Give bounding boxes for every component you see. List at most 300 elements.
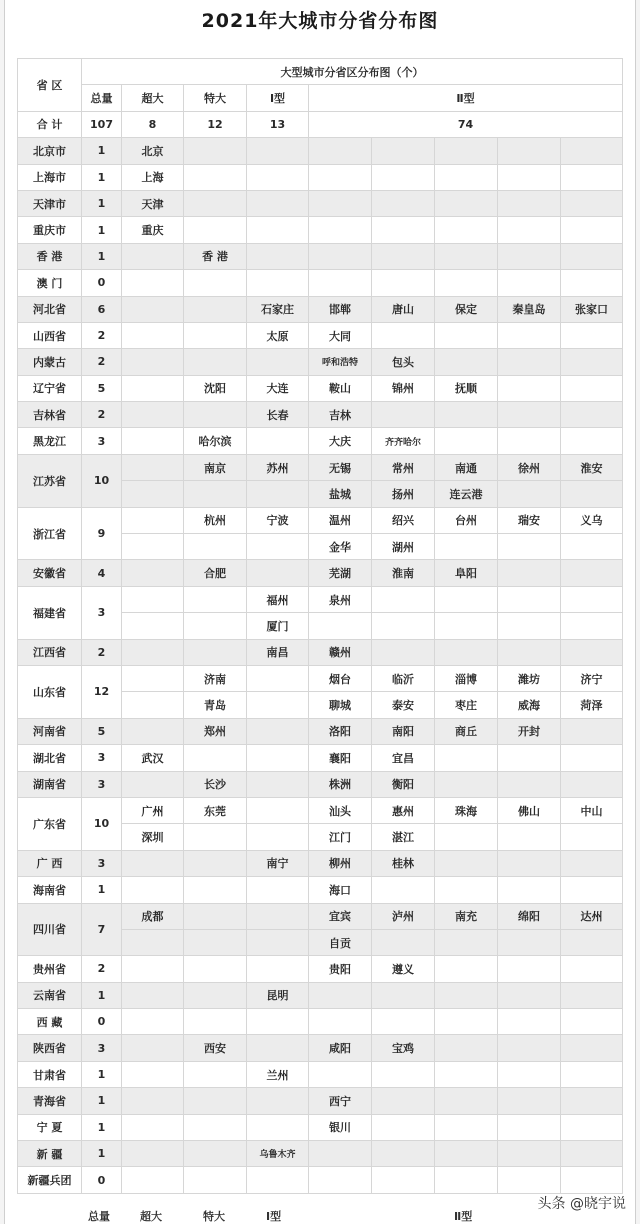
province-name: 安徽省 xyxy=(18,560,82,586)
city-cell xyxy=(184,824,247,850)
city-cell xyxy=(372,613,435,639)
city-cell xyxy=(309,1061,372,1087)
city-cell xyxy=(435,243,498,269)
province-total: 10 xyxy=(82,454,122,507)
province-total: 3 xyxy=(82,1035,122,1061)
city-cell: 宝鸡 xyxy=(372,1035,435,1061)
city-cell xyxy=(184,586,247,612)
city-cell xyxy=(247,929,309,955)
city-cell xyxy=(498,270,561,296)
city-cell xyxy=(372,217,435,243)
city-cell: 长春 xyxy=(247,402,309,428)
city-cell xyxy=(498,164,561,190)
city-cell xyxy=(498,1009,561,1035)
city-cell xyxy=(498,639,561,665)
province-name: 云南省 xyxy=(18,982,82,1008)
city-cell: 常州 xyxy=(372,454,435,480)
table-row xyxy=(18,903,623,929)
city-cell xyxy=(498,982,561,1008)
city-cell: 宁波 xyxy=(247,507,309,533)
city-cell: 重庆 xyxy=(122,217,184,243)
header-province: 省 区 xyxy=(18,59,82,112)
city-cell xyxy=(247,745,309,771)
city-cell xyxy=(561,929,623,955)
province-name: 北京市 xyxy=(18,138,82,164)
city-cell xyxy=(435,613,498,639)
city-cell xyxy=(184,613,247,639)
footer-super: 超大 xyxy=(140,1210,162,1223)
city-cell: 绵阳 xyxy=(498,903,561,929)
city-cell xyxy=(498,1141,561,1167)
table-row xyxy=(18,1088,623,1114)
city-cell xyxy=(372,322,435,348)
city-cell xyxy=(561,481,623,507)
city-cell xyxy=(372,270,435,296)
city-cell: 连云港 xyxy=(435,481,498,507)
city-cell: 无锡 xyxy=(309,454,372,480)
city-cell: 邯郸 xyxy=(309,296,372,322)
city-cell xyxy=(184,956,247,982)
province-name: 新疆兵团 xyxy=(18,1167,82,1193)
city-cell xyxy=(561,190,623,216)
province-name: 内蒙古 xyxy=(18,349,82,375)
city-cell xyxy=(122,586,184,612)
city-cell: 锦州 xyxy=(372,375,435,401)
city-cell xyxy=(498,1088,561,1114)
city-cell: 淮南 xyxy=(372,560,435,586)
city-cell xyxy=(561,877,623,903)
footer-type2: Ⅱ型 xyxy=(454,1210,473,1223)
city-cell: 宜宾 xyxy=(309,903,372,929)
table-row xyxy=(18,375,623,401)
city-cell xyxy=(435,402,498,428)
city-cell xyxy=(498,481,561,507)
city-cell xyxy=(498,1167,561,1193)
city-cell xyxy=(372,138,435,164)
city-cell xyxy=(561,1114,623,1140)
city-cell: 淄博 xyxy=(435,665,498,691)
footer-type1: Ⅰ型 xyxy=(266,1210,282,1223)
province-total: 2 xyxy=(82,639,122,665)
city-cell xyxy=(247,138,309,164)
province-total: 1 xyxy=(82,877,122,903)
city-cell xyxy=(561,164,623,190)
city-cell xyxy=(498,877,561,903)
city-cell xyxy=(498,956,561,982)
city-cell xyxy=(561,1061,623,1087)
summary-super: 8 xyxy=(122,111,184,137)
province-name: 天津市 xyxy=(18,190,82,216)
city-cell xyxy=(122,877,184,903)
city-cell xyxy=(184,138,247,164)
city-cell xyxy=(498,138,561,164)
city-cell xyxy=(498,534,561,560)
header-group: 大型城市分省区分布图（个） xyxy=(82,59,623,85)
province-name: 河北省 xyxy=(18,296,82,322)
city-cell xyxy=(247,877,309,903)
city-cell xyxy=(561,1141,623,1167)
city-cell: 赣州 xyxy=(309,639,372,665)
province-name: 广 西 xyxy=(18,850,82,876)
city-cell xyxy=(498,771,561,797)
city-cell xyxy=(498,217,561,243)
table-row xyxy=(18,1141,623,1167)
city-cell xyxy=(372,982,435,1008)
city-cell xyxy=(498,850,561,876)
city-cell xyxy=(122,1088,184,1114)
city-cell: 中山 xyxy=(561,797,623,823)
city-cell: 鞍山 xyxy=(309,375,372,401)
city-cell: 临沂 xyxy=(372,665,435,691)
table-row xyxy=(18,982,623,1008)
city-cell xyxy=(247,349,309,375)
city-cell: 江门 xyxy=(309,824,372,850)
province-total: 0 xyxy=(82,270,122,296)
city-cell: 徐州 xyxy=(498,454,561,480)
header-row-1 xyxy=(18,59,623,85)
province-name: 浙江省 xyxy=(18,507,82,560)
city-cell xyxy=(498,322,561,348)
footer-mega: 特大 xyxy=(203,1210,225,1223)
city-cell xyxy=(561,560,623,586)
table-row xyxy=(18,1009,623,1035)
city-cell xyxy=(435,428,498,454)
city-cell: 贵阳 xyxy=(309,956,372,982)
table-row xyxy=(18,877,623,903)
city-cell xyxy=(122,507,184,533)
city-cell xyxy=(372,190,435,216)
city-cell xyxy=(561,349,623,375)
header-type1: Ⅰ型 xyxy=(247,85,309,111)
city-cell xyxy=(498,929,561,955)
table-row xyxy=(18,850,623,876)
footer-header-row xyxy=(17,1204,622,1224)
city-cell: 杭州 xyxy=(184,507,247,533)
city-cell xyxy=(498,1035,561,1061)
city-cell xyxy=(247,771,309,797)
city-cell: 柳州 xyxy=(309,850,372,876)
city-cell xyxy=(184,903,247,929)
summary-type2: 74 xyxy=(309,111,623,137)
city-cell: 商丘 xyxy=(435,718,498,744)
city-cell xyxy=(435,349,498,375)
city-cell xyxy=(184,929,247,955)
province-name: 山西省 xyxy=(18,322,82,348)
city-cell xyxy=(561,639,623,665)
province-name: 辽宁省 xyxy=(18,375,82,401)
city-cell: 南通 xyxy=(435,454,498,480)
province-total: 0 xyxy=(82,1167,122,1193)
table-row xyxy=(18,956,623,982)
city-cell xyxy=(498,190,561,216)
city-cell xyxy=(372,1167,435,1193)
table-row xyxy=(18,639,623,665)
city-cell xyxy=(247,1088,309,1114)
city-cell: 温州 xyxy=(309,507,372,533)
city-cell xyxy=(247,903,309,929)
table-row xyxy=(18,190,623,216)
header-total: 总量 xyxy=(82,85,122,111)
city-cell: 开封 xyxy=(498,718,561,744)
table-row xyxy=(18,718,623,744)
table-row xyxy=(18,1035,623,1061)
table-row xyxy=(18,665,623,691)
province-total: 3 xyxy=(82,850,122,876)
province-name: 海南省 xyxy=(18,877,82,903)
city-cell xyxy=(309,243,372,269)
city-cell xyxy=(184,217,247,243)
city-cell: 唐山 xyxy=(372,296,435,322)
province-total: 6 xyxy=(82,296,122,322)
city-cell xyxy=(435,639,498,665)
province-total: 5 xyxy=(82,375,122,401)
city-cell xyxy=(561,217,623,243)
city-cell: 株洲 xyxy=(309,771,372,797)
city-cell: 张家口 xyxy=(561,296,623,322)
city-cell xyxy=(247,797,309,823)
city-cell xyxy=(184,164,247,190)
table-row xyxy=(18,243,623,269)
city-cell: 合肥 xyxy=(184,560,247,586)
city-cell: 台州 xyxy=(435,507,498,533)
table-row xyxy=(18,586,623,612)
city-cell: 深圳 xyxy=(122,824,184,850)
province-total: 1 xyxy=(82,982,122,1008)
city-cell xyxy=(184,1141,247,1167)
city-cell: 北京 xyxy=(122,138,184,164)
city-cell xyxy=(498,428,561,454)
city-cell xyxy=(435,877,498,903)
city-cell xyxy=(247,1035,309,1061)
city-cell xyxy=(372,1009,435,1035)
city-cell: 南宁 xyxy=(247,850,309,876)
city-cell xyxy=(435,322,498,348)
page-title: 2021年大城市分省分布图 xyxy=(201,10,439,32)
city-cell: 南京 xyxy=(184,454,247,480)
city-cell xyxy=(435,956,498,982)
city-cell: 惠州 xyxy=(372,797,435,823)
city-cell xyxy=(122,692,184,718)
city-cell xyxy=(435,534,498,560)
table-row xyxy=(18,560,623,586)
city-cell xyxy=(122,956,184,982)
city-cell xyxy=(184,534,247,560)
city-cell xyxy=(247,481,309,507)
province-total: 2 xyxy=(82,402,122,428)
city-cell xyxy=(122,322,184,348)
city-cell xyxy=(435,1167,498,1193)
city-cell xyxy=(498,243,561,269)
province-total: 7 xyxy=(82,903,122,956)
city-cell xyxy=(122,639,184,665)
province-name: 宁 夏 xyxy=(18,1114,82,1140)
city-cell: 保定 xyxy=(435,296,498,322)
city-cell xyxy=(372,586,435,612)
city-cell xyxy=(247,824,309,850)
city-cell: 哈尔滨 xyxy=(184,428,247,454)
city-cell xyxy=(372,1141,435,1167)
province-name: 福建省 xyxy=(18,586,82,639)
table-row xyxy=(18,322,623,348)
city-cell: 湖州 xyxy=(372,534,435,560)
city-cell: 济宁 xyxy=(561,665,623,691)
province-total: 1 xyxy=(82,164,122,190)
city-cell xyxy=(122,402,184,428)
province-name: 香 港 xyxy=(18,243,82,269)
city-cell: 衡阳 xyxy=(372,771,435,797)
city-cell xyxy=(122,1035,184,1061)
city-cell xyxy=(122,454,184,480)
city-cell: 海口 xyxy=(309,877,372,903)
city-cell: 厦门 xyxy=(247,613,309,639)
city-cell xyxy=(435,1088,498,1114)
city-cell: 芜湖 xyxy=(309,560,372,586)
city-cell xyxy=(122,560,184,586)
city-cell xyxy=(498,375,561,401)
city-cell: 聊城 xyxy=(309,692,372,718)
city-cell xyxy=(122,270,184,296)
city-cell: 广州 xyxy=(122,797,184,823)
city-cell: 南阳 xyxy=(372,718,435,744)
city-cell: 大连 xyxy=(247,375,309,401)
city-cell: 烟台 xyxy=(309,665,372,691)
city-cell: 沈阳 xyxy=(184,375,247,401)
city-cell xyxy=(122,428,184,454)
province-name: 陕西省 xyxy=(18,1035,82,1061)
city-cell: 西宁 xyxy=(309,1088,372,1114)
city-cell xyxy=(498,745,561,771)
city-cell xyxy=(122,850,184,876)
table-row xyxy=(18,771,623,797)
city-cell: 天津 xyxy=(122,190,184,216)
city-cell xyxy=(184,877,247,903)
city-cell: 金华 xyxy=(309,534,372,560)
city-cell xyxy=(122,243,184,269)
city-cell xyxy=(184,481,247,507)
city-cell: 襄阳 xyxy=(309,745,372,771)
city-cell: 齐齐哈尔 xyxy=(372,428,435,454)
city-cell: 包头 xyxy=(372,349,435,375)
table-row xyxy=(18,1167,623,1193)
city-cell xyxy=(309,1167,372,1193)
city-cell: 佛山 xyxy=(498,797,561,823)
city-cell xyxy=(247,164,309,190)
city-cell xyxy=(122,534,184,560)
city-cell xyxy=(435,824,498,850)
city-cell xyxy=(122,718,184,744)
city-cell: 东莞 xyxy=(184,797,247,823)
province-name: 上海市 xyxy=(18,164,82,190)
city-cell: 秦皇岛 xyxy=(498,296,561,322)
table-row xyxy=(18,745,623,771)
city-cell: 西安 xyxy=(184,1035,247,1061)
table-row xyxy=(18,138,623,164)
city-cell: 乌鲁木齐 xyxy=(247,1141,309,1167)
city-cell: 威海 xyxy=(498,692,561,718)
province-name: 甘肃省 xyxy=(18,1061,82,1087)
table-row xyxy=(18,349,623,375)
city-cell: 武汉 xyxy=(122,745,184,771)
city-cell xyxy=(247,534,309,560)
city-cell xyxy=(435,1035,498,1061)
city-cell xyxy=(561,428,623,454)
watermark: 头条 @晓宇说 xyxy=(537,1196,626,1212)
city-cell xyxy=(561,956,623,982)
city-cell xyxy=(184,190,247,216)
city-cell xyxy=(247,270,309,296)
city-cell: 南昌 xyxy=(247,639,309,665)
table-row xyxy=(18,217,623,243)
table-row xyxy=(18,428,623,454)
city-cell xyxy=(561,534,623,560)
city-cell: 宜昌 xyxy=(372,745,435,771)
city-cell xyxy=(498,1061,561,1087)
city-cell xyxy=(122,1009,184,1035)
city-cell xyxy=(122,771,184,797)
city-cell xyxy=(372,243,435,269)
city-cell: 成都 xyxy=(122,903,184,929)
province-total: 3 xyxy=(82,428,122,454)
province-name: 山东省 xyxy=(18,665,82,718)
table-row xyxy=(18,454,623,480)
city-cell xyxy=(122,929,184,955)
city-cell: 郑州 xyxy=(184,718,247,744)
province-total: 2 xyxy=(82,322,122,348)
city-cell xyxy=(122,481,184,507)
province-total: 5 xyxy=(82,718,122,744)
city-cell xyxy=(561,243,623,269)
city-cell xyxy=(435,217,498,243)
city-cell: 石家庄 xyxy=(247,296,309,322)
city-cell xyxy=(498,1114,561,1140)
city-cell xyxy=(309,138,372,164)
city-cell xyxy=(561,138,623,164)
city-cell xyxy=(122,1114,184,1140)
city-cell xyxy=(561,824,623,850)
city-cell: 遵义 xyxy=(372,956,435,982)
city-cell xyxy=(184,1088,247,1114)
city-cell xyxy=(435,850,498,876)
city-cell xyxy=(561,771,623,797)
city-cell xyxy=(435,1009,498,1035)
city-cell xyxy=(309,613,372,639)
province-total: 4 xyxy=(82,560,122,586)
city-cell: 淮安 xyxy=(561,454,623,480)
city-cell: 自贡 xyxy=(309,929,372,955)
city-cell xyxy=(435,1114,498,1140)
city-cell xyxy=(498,349,561,375)
city-cell xyxy=(184,982,247,1008)
city-cell xyxy=(309,1141,372,1167)
city-cell: 扬州 xyxy=(372,481,435,507)
city-cell: 枣庄 xyxy=(435,692,498,718)
city-cell xyxy=(561,1035,623,1061)
province-name: 湖南省 xyxy=(18,771,82,797)
table-row xyxy=(18,296,623,322)
city-cell: 泉州 xyxy=(309,586,372,612)
city-cell xyxy=(247,190,309,216)
province-name: 河南省 xyxy=(18,718,82,744)
city-cell xyxy=(435,771,498,797)
city-cell: 桂林 xyxy=(372,850,435,876)
city-distribution-table xyxy=(17,58,623,1194)
table-row xyxy=(18,1061,623,1087)
city-cell xyxy=(561,745,623,771)
city-cell xyxy=(498,586,561,612)
city-cell xyxy=(184,1061,247,1087)
province-name: 澳 门 xyxy=(18,270,82,296)
city-cell xyxy=(372,402,435,428)
